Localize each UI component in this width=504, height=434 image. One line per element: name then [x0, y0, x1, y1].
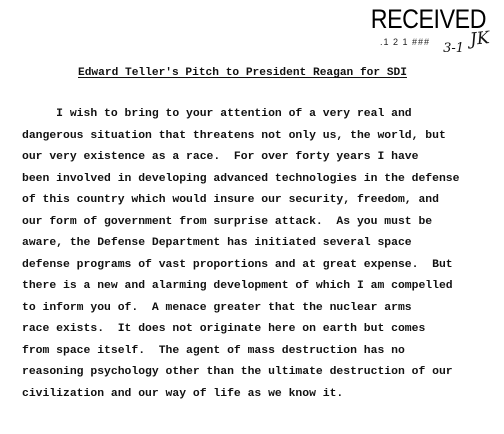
- body-line: been involved in developing advanced technologies in the defense: [22, 172, 460, 185]
- body-line: from space itself. The agent of mass destruction has no: [22, 344, 405, 357]
- body-line: to inform you of. A menace greater that the nuclear arms: [22, 301, 412, 314]
- body-line: civilization and our way of life as we know it.: [22, 387, 344, 400]
- received-stamp-word: RECEIVED: [370, 4, 486, 34]
- body-line: dangerous situation that threatens not only us, the world, but: [22, 129, 446, 142]
- body-line: of this country which would insure our security, freedom, and: [22, 194, 439, 206]
- letter-body: [22, 104, 500, 405]
- received-stamp-date: .1 2 1 ###: [379, 37, 430, 47]
- body-line: I wish to bring to your attention of a very real and: [22, 108, 412, 120]
- received-stamp: [340, 4, 490, 56]
- body-line: our form of government from surprise attack. As you must be: [22, 215, 433, 228]
- body-line: aware, the Defense Department has initiated several space: [22, 237, 412, 249]
- document-title: Edward Teller's Pitch to President Reagan for SDI: [78, 67, 407, 79]
- body-line: reasoning psychology other than the ultimate destruction of our: [22, 366, 453, 378]
- handwritten-initials: JK: [469, 28, 491, 50]
- body-line: defense programs of vast proportions and at great expense. But: [22, 258, 453, 271]
- received-stamp-number: 3-1: [443, 41, 464, 56]
- body-line: our very existence as a race. For over forty years I have: [22, 151, 419, 163]
- body-line: there is a new and alarming development of which I am compelled: [22, 280, 453, 292]
- body-line: race exists. It does not originate here on earth but comes: [22, 323, 426, 335]
